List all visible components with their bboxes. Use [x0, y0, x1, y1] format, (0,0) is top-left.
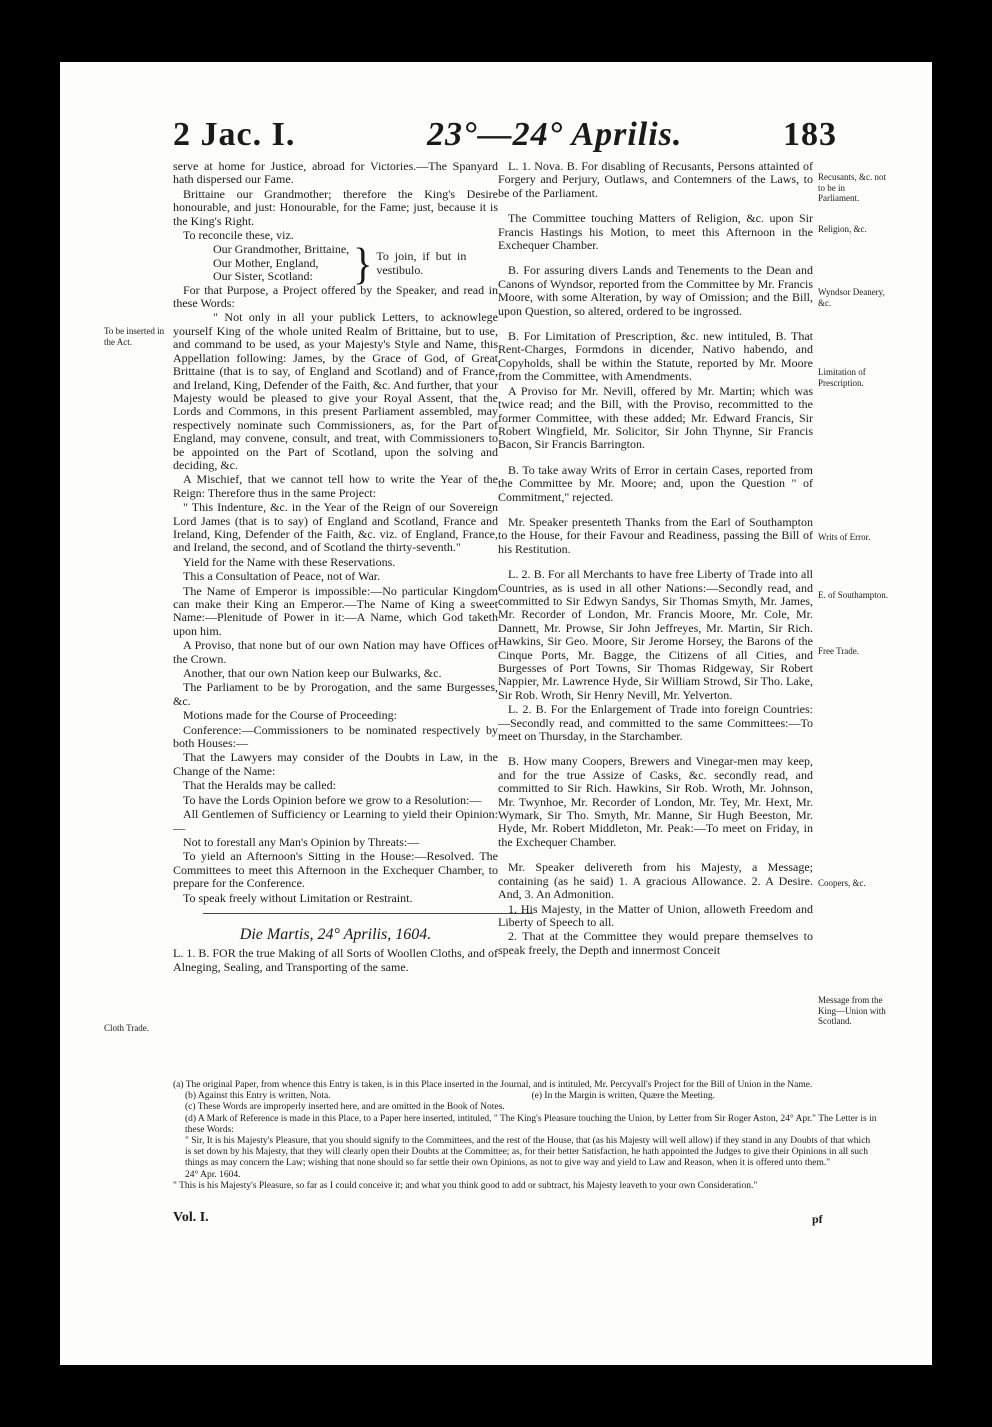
- margin-note-message: Message from the King—Union with Scotland.: [818, 995, 886, 1026]
- reconcile-brace-text: To join, if but in vestibulo.: [376, 249, 467, 277]
- page-number: 183: [783, 116, 837, 153]
- paragraph: A Mischief, that we cannot tell how to write the Year of the Reign: Therefore thus in the same Project:: [173, 472, 498, 500]
- journal-page: [60, 62, 932, 1365]
- paragraph: L. 2. B. For all Merchants to have free Liberty of Trade into all Countries, as is used in all other Nations:—Secondly read, and committed to Sir Edwyn Sandys, Sir Thomas Smyth, Mr. James, Mr. Recorder of London, Mr. Francis Moore, Mr. Cole, Mr. Dannett, Mr. Prowse, Sir John Jeffreyes, Mr. Martin, Sir Rich. Hawkins, Sir Geo. Moore, Sir Jerome Horsey, the Barons of the Cinque Ports, Mr. Bagge, the Citizens of all Cities, and Burgesses of Port Towns, Sir Thomas Ridgeway, Sir Robert Nappier, Mr. Lawrence Hyde, Sir William Strowd, Sir Tho. Lake, Sir Rob. Wroth, Sir Henry Nevill, Mr. Yelverton.: [498, 567, 813, 702]
- paragraph: Mr. Speaker presenteth Thanks from the Earl of Southampton to the House, for their Favour and Readiness, passing the Bill of his Restitution.: [498, 514, 813, 556]
- paragraph: The Committee touching Matters of Religion, &c. upon Sir Francis Hastings his Motion, to meet this Afternoon in the Exchequer Chamber.: [498, 211, 813, 253]
- paragraph: " This Indenture, &c. in the Year of the Reign of our Sovereign Lord James (that is to say) of England and Scotland, France and Ireland, King, Defender of the Faith, &c. viz. of England, France, and Ireland, the second, and of Scotland the thirty-seventh.": [173, 500, 498, 555]
- footnote: (c) These Words are improperly inserted here, and are omitted in the Book of Notes.: [185, 1102, 505, 1113]
- footnote: (d) A Mark of Reference is made in this Place, to a Paper here inserted, intituled, " The King's Pleasure touching the Union, by Letter from Sir Roger Aston, 24° Apr." The Letter is in these Words:: [185, 1113, 877, 1135]
- paragraph: Mr. Speaker delivereth from his Majesty, a Message; containing (as he said) 1. A gracious Allowance. 2. A Desire. And, 3. An Admonition.: [498, 860, 813, 902]
- paragraph: 2. That at the Committee they would prepare themselves to speak freely, the Depth and innermost Conceit: [498, 929, 813, 957]
- margin-note-limitation: Limitation of Prescription.: [818, 367, 866, 388]
- margin-note-religion: Religion, &c.: [818, 224, 867, 234]
- paragraph: To have the Lords Opinion before we grow to a Resolution:—: [183, 792, 482, 807]
- paragraph: Not to forestall any Man's Opinion by Threats:—: [183, 834, 420, 849]
- paragraph: Brittaine our Grandmother; therefore the King's Desire honourable, and just: Honourable, for the Fame; just, because it is the King's Right.: [173, 186, 498, 228]
- paragraph: 1. His Majesty, in the Matter of Union, alloweth Freedom and Liberty of Speech to all.: [498, 901, 813, 929]
- reconcile-item: Our Sister, Scotland:: [213, 269, 313, 284]
- margin-note-to-be-inserted: To be inserted in the Act.: [104, 326, 165, 347]
- paragraph: To speak freely without Limitation or Restraint.: [183, 890, 413, 905]
- reconcile-item: Our Mother, England,: [213, 255, 319, 270]
- footnote: (e) In the Margin is written, Quære the Meeting.: [531, 1091, 715, 1102]
- paragraph: All Gentlemen of Sufficiency or Learning to yield their Opinion:—: [173, 807, 498, 835]
- section-rule: [203, 913, 533, 914]
- footnote: " This is his Majesty's Pleasure, so far as I could conceive it; and what you think good to add or subtract, his Majesty leaveth to your own Consideration.": [173, 1180, 758, 1191]
- reconcile-brace: [213, 238, 498, 288]
- header-date: 23°—24° Aprilis.: [427, 116, 683, 153]
- paragraph: This a Consultation of Peace, not of War.: [183, 569, 381, 584]
- brace-glyph: }: [353, 238, 373, 288]
- paragraph: B. To take away Writs of Error in certain Cases, reported from the Committee by Mr. Moore; and, upon the Question " of Commitment," rejected.: [498, 462, 813, 504]
- paragraph: L. 2. B. For the Enlargement of Trade into foreign Countries:—Secondly read, and committed to the same Committees:—To meet on Thursday, in the Starchamber.: [498, 702, 813, 744]
- margin-note-southampton: E. of Southampton.: [818, 590, 888, 600]
- paragraph: B. For assuring divers Lands and Tenements to the Dean and Canons of Wyndsor, reported from the Committee by Mr. Francis Moore, with some Alteration, by way of Omission; and the Bill, upon Question, so altered, ordered to be ingrossed.: [498, 263, 813, 318]
- volume-signature: Vol. I.: [173, 1210, 209, 1225]
- paragraph: That the Lawyers may consider of the Doubts in Law, in the Change of the Name:: [173, 750, 498, 778]
- paragraph: To reconcile these, viz.: [183, 228, 294, 243]
- reconcile-item: Our Grandmother, Brittaine,: [213, 242, 350, 257]
- header-regnal-year: 2 Jac. I.: [173, 116, 296, 153]
- cloth-trade-bill: L. 1. B. FOR the true Making of all Sorts of Woollen Cloths, and of Alneging, Sealing, and Transporting of the same.: [173, 946, 498, 974]
- paragraph: Conference:—Commissioners to be nominated respectively by both Houses:—: [173, 722, 498, 751]
- footnote: (b) Against this Entry is written, Nota.: [185, 1091, 331, 1102]
- paragraph: L. 1. Nova. B. For disabling of Recusants, Persons attainted of Forgery and Perjury, Outlaws, and Contemners of the Laws, to be of the Parliament.: [498, 159, 813, 200]
- paragraph: " Not only in all your publick Letters, to acknowlege yourself King of the whole united Realm of Brittaine, but to use, and command to be used, as your Majesty's Style and Name, this Appellation following: James, by the Grace of God, of Great Brittaine (that is to say, of England and Scotland) and of France, and Ireland, King, Defender of the Faith, &c. And further, that your Majesty would be pleased to give your Royal Assent, that the Lords and Commons, in this present Parliament assembled, may respectively nominate such Commissioners, as, for the Part of England, may convene, consult, and treat, with Commissioners to be appointed on the Part of Scotland, upon the solving and deciding, &c.: [173, 310, 498, 472]
- footnote: (a) The original Paper, from whence this Entry is taken, is in this Place inserted in the Journal, and is intituled, Mr. Percyvall's Project for the Bill of Union in the Name.: [173, 1080, 813, 1090]
- margin-note-coopers: Coopers, &c.: [818, 878, 866, 888]
- left-column: [173, 160, 498, 975]
- signature-mark: pf: [812, 1212, 823, 1226]
- paragraph: For that Purpose, a Project offered by the Speaker, and read in these Words:: [173, 282, 498, 311]
- paragraph: That the Heralds may be called:: [183, 778, 336, 793]
- paragraph: serve at home for Justice, abroad for Victories.—The Spanyard hath dispersed our Fame.: [173, 159, 498, 187]
- paragraph: Yield for the Name with these Reservations.: [183, 554, 396, 569]
- margin-note-cloth-trade: Cloth Trade.: [104, 1023, 150, 1033]
- paragraph: The Name of Emperor is impossible:—No particular Kingdom can make their King an Emperor.—The Name of King a sweet Name:—Plenitude of Power in it:—A Name, which God taketh upon him.: [173, 583, 498, 638]
- footnote: " Sir, It is his Majesty's Pleasure, that you should signify to the Committees, and the rest of the House, that (as his Majesty will well allow) if they stand in any Doubts of that which is set down by his Majesty, that they will clearly open their Doubts at the Committee; as, for their better Satisfaction, he hath appointed the Judges to give their Opinions in all such things as may concern the Law; wishing that none should so far settle their own Opinions, as not to give way and yield to Law and Reason, when it is offered unto them.": [185, 1136, 871, 1169]
- paragraph: To yield an Afternoon's Sitting in the House:—Resolved. The Committees to meet this Afternoon in the Exchequer Chamber, to prepare for the Conference.: [173, 849, 498, 891]
- paragraph: B. How many Coopers, Brewers and Vinegar-men may keep, and for the true Assize of Casks, &c. secondly read, and committed to Sir Rich. Hawkins, Sir Rob. Wroth, Mr. Johnson, Mr. Twynhoe, Mr. Recorder of London, Mr. Tey, Mr. Hext, Mr. Wymark, Sir Tho. Smyth, Mr. Manne, Sir Hugh Beeston, Mr. Hyde, Mr. Robert Middleton, Mr. Peak:—To meet on Friday, in the Exchequer Chamber.: [498, 754, 813, 849]
- margin-note-free-trade: Free Trade.: [818, 646, 859, 656]
- margin-note-recusants: Recusants, &c. not to be in Parliament.: [818, 172, 886, 203]
- paragraph: A Proviso, that none but of our own Nation may have Offices of the Crown.: [173, 638, 498, 666]
- footnotes: [173, 1080, 878, 1192]
- paragraph: Motions made for the Course of Proceeding:: [183, 708, 397, 723]
- section-title: Die Martis, 24° Aprilis, 1604.: [239, 925, 432, 943]
- right-column: [498, 160, 813, 958]
- paragraph: B. For Limitation of Prescription, &c. new intituled, B. That Rent-Charges, Formdons in dicender, Nativo habendo, and Copyholds, shall be within the Statute, reported by Mr. Moore from the Committee, with Amendments.: [498, 329, 813, 384]
- paragraph: Another, that our own Nation keep our Bulwarks, &c.: [183, 666, 442, 681]
- paragraph: The Parliament to be by Prorogation, and the same Burgesses, &c.: [173, 680, 498, 708]
- margin-note-writs: Writs of Error.: [818, 532, 871, 542]
- paragraph: A Proviso for Mr. Nevill, offered by Mr. Martin; which was twice read; and the Bill, with the Proviso, recommitted to the former Committee, with these added; Mr. Edward Francis, Sir Robert Wingfield, Mr. Solicitor, Sir John Thynne, Sir Francis Bacon, Sir Francis Barrington.: [498, 383, 813, 452]
- footnote: 24° Apr. 1604.: [185, 1169, 241, 1180]
- margin-note-wyndsor: Wyndsor Deanery, &c.: [818, 287, 885, 308]
- footnote-row: [173, 1091, 878, 1102]
